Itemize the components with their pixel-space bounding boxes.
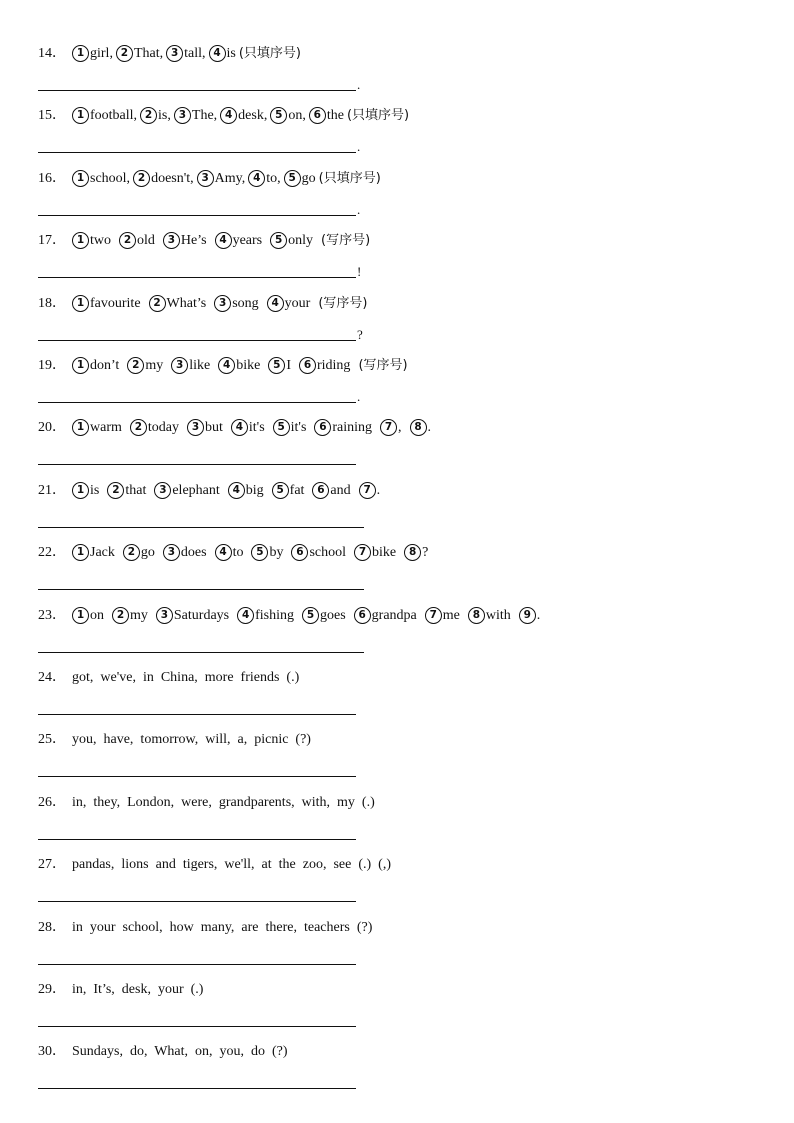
question-25 — [38, 730, 311, 750]
circled-number-icon: 3 — [163, 544, 180, 561]
word-text: does — [180, 545, 207, 560]
word-text: Saturdays — [173, 608, 230, 623]
word-item — [171, 358, 210, 373]
circled-number-icon: 1 — [72, 107, 89, 124]
word-item — [220, 108, 267, 123]
question-24 — [38, 668, 299, 688]
word-text: That, — [133, 46, 164, 61]
word-list: in, It’s, desk, your (.) — [72, 982, 204, 997]
end-punctuation: . — [357, 389, 361, 404]
word-text: Amy, — [214, 171, 246, 186]
circled-number-icon: 4 — [220, 107, 237, 124]
circled-number-icon: 1 — [72, 357, 89, 374]
word-text: that — [125, 483, 147, 498]
circled-number-icon: 6 — [299, 357, 316, 374]
word-item — [354, 545, 396, 560]
word-text: desk, — [238, 108, 268, 123]
word-item — [163, 233, 207, 248]
answer-line — [38, 527, 364, 528]
word-item — [163, 545, 207, 560]
circled-number-icon: 3 — [187, 419, 204, 436]
circled-number-icon: 2 — [140, 107, 157, 124]
word-text: . — [536, 608, 541, 623]
word-item — [72, 171, 130, 186]
answer-blank[interactable] — [38, 202, 366, 216]
end-punctuation: ? — [357, 327, 363, 342]
word-text: fat — [289, 483, 305, 498]
word-text: don’t — [90, 358, 120, 373]
end-punctuation: . — [357, 77, 361, 92]
circled-number-icon: 3 — [166, 45, 183, 62]
circled-number-icon: 4 — [267, 295, 284, 312]
word-item — [404, 545, 428, 560]
word-item — [127, 358, 163, 373]
circled-number-icon: 5 — [302, 607, 319, 624]
word-item — [123, 545, 155, 560]
question-number: 25． — [38, 732, 66, 747]
circled-number-icon: 5 — [268, 357, 285, 374]
word-text: two — [90, 233, 111, 248]
word-text: go — [140, 545, 155, 560]
answer-line — [38, 464, 356, 465]
word-text: but — [205, 420, 223, 435]
answer-blank[interactable] — [38, 264, 366, 278]
circled-number-icon: 2 — [127, 357, 144, 374]
word-item — [215, 233, 263, 248]
question-20 — [38, 418, 439, 438]
word-item — [272, 483, 305, 498]
word-item — [312, 483, 350, 498]
circled-number-icon: 1 — [72, 607, 89, 624]
word-item — [72, 545, 115, 560]
word-text: go — [301, 171, 316, 186]
question-number: 24． — [38, 670, 66, 685]
word-text: with — [485, 608, 511, 623]
word-text: What’s — [166, 296, 207, 311]
word-text: years — [232, 233, 263, 248]
word-list: got, we've, in China, more friends (.) — [72, 670, 300, 685]
circled-number-icon: 4 — [228, 482, 245, 499]
word-text: and — [330, 483, 351, 498]
word-text: school, — [90, 171, 131, 186]
question-22 — [38, 543, 436, 563]
word-item — [149, 296, 207, 311]
word-text: , — [398, 420, 402, 435]
answer-line — [38, 776, 356, 777]
circled-number-icon: 1 — [72, 170, 89, 187]
word-item — [72, 296, 141, 311]
word-item — [214, 296, 258, 311]
word-item — [72, 233, 111, 248]
word-item — [72, 608, 104, 623]
circled-number-icon: 2 — [149, 295, 166, 312]
circled-number-icon: 1 — [72, 295, 89, 312]
answer-line — [38, 215, 356, 216]
circled-number-icon: 7 — [425, 607, 442, 624]
answer-blank[interactable] — [38, 951, 366, 965]
word-item — [519, 608, 541, 623]
question-number: 22． — [38, 545, 66, 560]
word-item — [237, 608, 294, 623]
word-item — [156, 608, 229, 623]
answer-blank[interactable] — [38, 888, 366, 902]
question-number: 20． — [38, 420, 66, 435]
question-number: 19． — [38, 358, 66, 373]
question-26 — [38, 793, 375, 813]
word-item — [251, 545, 283, 560]
question-number: 26． — [38, 795, 66, 810]
end-punctuation: . — [357, 139, 361, 154]
circled-number-icon: 5 — [284, 170, 301, 187]
word-text: doesn't, — [151, 171, 194, 186]
word-item — [359, 483, 381, 498]
word-text: bike — [236, 358, 261, 373]
question-number: 27． — [38, 857, 66, 872]
answer-blank[interactable] — [38, 701, 366, 715]
word-item — [299, 358, 350, 373]
circled-number-icon: 2 — [133, 170, 150, 187]
question-number: 30． — [38, 1044, 66, 1059]
answer-blank[interactable] — [38, 77, 366, 91]
question-15 — [38, 106, 409, 126]
word-text: bike — [372, 545, 397, 560]
word-text: old — [137, 233, 155, 248]
circled-number-icon: 3 — [214, 295, 231, 312]
word-list: in, they, London, were, grandparents, with, my (.) — [72, 795, 375, 810]
end-punctuation: ! — [357, 264, 362, 279]
circled-number-icon: 3 — [163, 232, 180, 249]
word-item — [309, 108, 344, 123]
circled-number-icon: 2 — [119, 232, 136, 249]
question-17 — [38, 231, 370, 251]
question-number: 28． — [38, 920, 66, 935]
word-item — [291, 545, 346, 560]
circled-number-icon: 3 — [171, 357, 188, 374]
question-19 — [38, 356, 408, 376]
answer-line — [38, 402, 356, 403]
word-item — [215, 545, 244, 560]
word-text: football, — [90, 108, 138, 123]
word-list: in your school, how many, are there, teachers (?) — [72, 920, 373, 935]
word-text: to, — [266, 171, 281, 186]
circled-number-icon: 5 — [272, 482, 289, 499]
word-item — [268, 358, 291, 373]
word-text: on — [90, 608, 104, 623]
word-item — [140, 108, 171, 123]
circled-number-icon: 3 — [154, 482, 171, 499]
circled-number-icon: 4 — [237, 607, 254, 624]
answer-line — [38, 1088, 356, 1089]
circled-number-icon: 2 — [112, 607, 129, 624]
word-text: I — [286, 358, 291, 373]
word-item — [72, 108, 137, 123]
word-text: is — [226, 46, 236, 61]
word-text: is, — [158, 108, 171, 123]
instruction-note: (写序号) — [318, 296, 368, 311]
word-item — [133, 171, 194, 186]
answer-line — [38, 277, 356, 278]
circled-number-icon: 2 — [116, 45, 133, 62]
instruction-note: (写序号) — [358, 358, 408, 373]
word-item — [116, 46, 163, 61]
word-text: tall, — [184, 46, 206, 61]
circled-number-icon: 1 — [72, 482, 89, 499]
word-text: the — [326, 108, 344, 123]
word-text: warm — [90, 420, 122, 435]
word-item — [248, 171, 280, 186]
word-item — [267, 296, 311, 311]
word-item — [410, 420, 432, 435]
word-text: my — [145, 358, 164, 373]
word-text: on, — [288, 108, 306, 123]
question-28 — [38, 918, 372, 938]
word-text: He’s — [180, 233, 207, 248]
word-item — [468, 608, 511, 623]
circled-number-icon: 6 — [354, 607, 371, 624]
word-text: favourite — [90, 296, 141, 311]
word-item — [154, 483, 219, 498]
answer-blank[interactable] — [38, 514, 374, 528]
answer-line — [38, 839, 356, 840]
word-item — [270, 108, 306, 123]
circled-number-icon: 4 — [218, 357, 235, 374]
circled-number-icon: 1 — [72, 45, 89, 62]
word-text: raining — [332, 420, 373, 435]
circled-number-icon: 4 — [231, 419, 248, 436]
answer-blank[interactable] — [38, 1075, 366, 1089]
instruction-note: (写序号) — [321, 233, 371, 248]
end-punctuation: . — [357, 202, 361, 217]
word-item — [72, 46, 113, 61]
word-text: by — [269, 545, 284, 560]
word-item — [218, 358, 260, 373]
circled-number-icon: 2 — [123, 544, 140, 561]
circled-number-icon: 7 — [354, 544, 371, 561]
circled-number-icon: 3 — [156, 607, 173, 624]
word-text: my — [130, 608, 148, 623]
word-text: me — [442, 608, 460, 623]
circled-number-icon: 6 — [312, 482, 329, 499]
question-number: 23． — [38, 608, 66, 623]
word-text: . — [376, 483, 381, 498]
word-item — [314, 420, 372, 435]
word-text: ? — [422, 545, 429, 560]
circled-number-icon: 2 — [107, 482, 124, 499]
answer-line — [38, 589, 364, 590]
circled-number-icon: 9 — [519, 607, 536, 624]
word-item — [166, 46, 205, 61]
answer-blank[interactable] — [38, 1013, 366, 1027]
word-item — [425, 608, 460, 623]
circled-number-icon: 5 — [251, 544, 268, 561]
word-text: it's — [290, 420, 307, 435]
circled-number-icon: 7 — [359, 482, 376, 499]
word-item — [270, 233, 313, 248]
circled-number-icon: 7 — [380, 419, 397, 436]
circled-number-icon: 4 — [209, 45, 226, 62]
answer-line — [38, 1026, 356, 1027]
word-item — [72, 358, 119, 373]
question-27 — [38, 855, 391, 875]
word-text: school — [309, 545, 347, 560]
word-item — [209, 46, 236, 61]
circled-number-icon: 8 — [404, 544, 421, 561]
instruction-note: (只填序号) — [346, 108, 410, 123]
word-item — [380, 420, 402, 435]
word-item — [72, 420, 122, 435]
word-item — [273, 420, 307, 435]
circled-number-icon: 1 — [72, 544, 89, 561]
answer-blank[interactable] — [38, 826, 366, 840]
word-item — [119, 233, 155, 248]
word-item — [174, 108, 217, 123]
question-number: 15． — [38, 108, 66, 123]
word-text: to — [232, 545, 244, 560]
question-23 — [38, 606, 548, 626]
answer-blank[interactable] — [38, 639, 374, 653]
circled-number-icon: 3 — [174, 107, 191, 124]
answer-blank[interactable] — [38, 389, 366, 403]
word-text: like — [189, 358, 211, 373]
question-18 — [38, 294, 367, 314]
circled-number-icon: 3 — [197, 170, 214, 187]
circled-number-icon: 6 — [314, 419, 331, 436]
word-text: The, — [191, 108, 218, 123]
circled-number-icon: 2 — [130, 419, 147, 436]
word-list: Sundays, do, What, on, you, do (?) — [72, 1044, 288, 1059]
question-number: 21． — [38, 483, 66, 498]
circled-number-icon: 6 — [291, 544, 308, 561]
word-text: goes — [320, 608, 346, 623]
word-text: only — [288, 233, 313, 248]
word-text: your — [284, 296, 311, 311]
answer-blank[interactable] — [38, 451, 366, 465]
circled-number-icon: 1 — [72, 419, 89, 436]
word-text: riding — [316, 358, 351, 373]
circled-number-icon: 4 — [215, 544, 232, 561]
question-number: 14． — [38, 46, 66, 61]
answer-line — [38, 90, 356, 91]
word-text: is — [90, 483, 100, 498]
word-item — [231, 420, 265, 435]
circled-number-icon: 5 — [273, 419, 290, 436]
word-text: song — [232, 296, 259, 311]
word-item — [284, 171, 316, 186]
circled-number-icon: 5 — [270, 107, 287, 124]
instruction-note: (只填序号) — [238, 46, 301, 61]
word-item — [302, 608, 346, 623]
word-text: grandpa — [371, 608, 417, 623]
answer-line — [38, 964, 356, 965]
word-list: pandas, lions and tigers, we'll, at the zoo, see (.) (,) — [72, 857, 391, 872]
circled-number-icon: 6 — [309, 107, 326, 124]
word-item — [354, 608, 417, 623]
word-text: today — [147, 420, 179, 435]
word-item — [72, 483, 99, 498]
word-item — [187, 420, 223, 435]
answer-line — [38, 152, 356, 153]
circled-number-icon: 8 — [468, 607, 485, 624]
word-text: Jack — [90, 545, 115, 560]
answer-line — [38, 901, 356, 902]
word-item — [107, 483, 146, 498]
word-text: big — [245, 483, 264, 498]
word-text: it's — [248, 420, 265, 435]
answer-line — [38, 652, 364, 653]
answer-blank[interactable] — [38, 139, 366, 153]
word-item — [112, 608, 148, 623]
word-item — [130, 420, 179, 435]
word-text: fishing — [255, 608, 294, 623]
answer-blank[interactable] — [38, 576, 374, 590]
answer-line — [38, 714, 356, 715]
question-16 — [38, 169, 381, 189]
answer-blank[interactable] — [38, 763, 366, 777]
word-item — [197, 171, 246, 186]
question-number: 18． — [38, 296, 66, 311]
question-21 — [38, 481, 388, 501]
word-text: . — [427, 420, 432, 435]
word-list: you, have, tomorrow, will, a, picnic (?) — [72, 732, 311, 747]
circled-number-icon: 4 — [248, 170, 265, 187]
question-29 — [38, 980, 203, 1000]
circled-number-icon: 5 — [270, 232, 287, 249]
question-number: 17． — [38, 233, 66, 248]
instruction-note: (只填序号) — [318, 171, 381, 186]
question-number: 16． — [38, 171, 66, 186]
circled-number-icon: 4 — [215, 232, 232, 249]
answer-line — [38, 340, 356, 341]
word-item — [228, 483, 264, 498]
circled-number-icon: 8 — [410, 419, 427, 436]
question-number: 29． — [38, 982, 66, 997]
question-14 — [38, 44, 301, 64]
circled-number-icon: 1 — [72, 232, 89, 249]
question-30 — [38, 1042, 288, 1062]
answer-blank[interactable] — [38, 327, 366, 341]
word-text: elephant — [172, 483, 220, 498]
word-text: girl, — [90, 46, 113, 61]
